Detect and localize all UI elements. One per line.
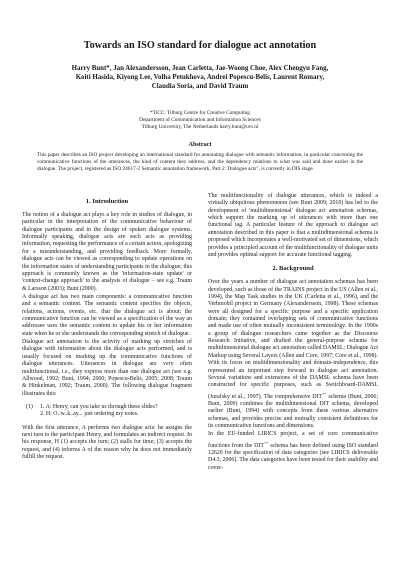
paragraph: A dialogue act has two main components: a communicative function and a semantic content. The semantic content specifies the objects, relations, actions, events, etc. that the dialogue act is about; the communicative function can be viewed as a specification of the way an addressee uses the semantic content to update his or her information state when he or she understands the corresponding stretch of dialogue. <box>22 293 192 337</box>
author-list <box>30 64 370 92</box>
dialogue-example <box>22 404 192 419</box>
right-column <box>208 193 378 473</box>
paragraph: The notion of a dialogue act plays a key role in studies of dialogue, in particular in the interpretation of the communicative behaviour of dialogue participants and in the design of spoken dialogue systems. Informally speaking, dialogue acts are such acts as providing information, requesting the performance of a certain action, apologizing for a misunderstanding, and providing feedback. More formally, dialogue acts can be viewed as corresponding to update operations on the information states of understanding participants in the dialogue; this approach is commonly known as the 'information-state update' or 'context-change approach' to the analysis of dialogue – see e.g. Traum & Larsson (2003); Bunt (2000). <box>22 212 192 292</box>
paper-title: Towards an ISO standard for dialogue act annotation <box>83 40 317 51</box>
example-line: 2. H: O..w..k..ay... just ordering my notes. <box>40 411 139 418</box>
superscript: ++ <box>322 390 327 396</box>
example-number: (1) <box>26 403 33 410</box>
paragraph <box>208 431 378 472</box>
paragraph <box>208 279 378 430</box>
author-line: Harry Bunt*, Jan Alexandersson, Jean Carletta, Jae-Woong Choe, Alex Chengyu Fang, <box>71 65 329 72</box>
section-heading-introduction: 1. Introduction <box>85 198 129 205</box>
affiliation-line: *TiCC: Tilburg Centre for Creative Computing <box>150 110 250 116</box>
superscript: ++ <box>263 439 269 445</box>
abstract-text: This paper describes an ISO project developing an international standard for annotating dialogue with semantic information, in particular concerning the communicative functions of the utterances, the kind of content they address, and the dependency relations to what was said and done earlier in the dialogue. The project, registered as ISO 24617-2 Semantic annotation framework, Part 2: Dialogue acts", is currently in DIS stage. <box>37 152 363 172</box>
affiliation-line: Department of Communication and Information Sciences <box>139 116 261 123</box>
example-line: 1. A: Henry, can you take us through these slides? <box>40 403 158 410</box>
left-column <box>22 198 192 463</box>
paragraph: With the first utterance, A performs two dialogue acts: he assigns the next turn to the participant Henry, and formulates an indirect request. In his response, H (1) accepts the turn; (2) stalls for time; (3) accepts the request, and (4) informs A of the reason why he does not immediately fulfill the request. <box>22 424 192 461</box>
paragraph-text: In the EU-funded LIRICS project, a set of core communicative functions from the DIT <box>208 431 378 449</box>
paragraph: The multifunctionality of dialogue utterances, which is indeed a virtually ubiquitous phenomenon (see Bunt 2009; 2010) has led to the development of 'multidimensional' dialogue act annotation schemas, which support the marking up of utterances with more than one functional tag. A particular feature of the approach to dialogue act annotation described in this paper is that a multidimensional schema is proposed which incorporates a well-motivated set of dimensions, which provides a principled account of the multifunctionality of dialogue units and provides optimal support for accurate functional tagging. <box>208 193 378 258</box>
author-line: Koiti Hasida, Kiyong Lee, Volha Petukhova, Andrei Popescu-Belis, Laurent Romary, <box>75 74 325 82</box>
paragraph-text: schema (Bunt, 2006; Bunt, 2009) combines the multidimensional DIT schema, developed earlier (Bunt, 1994) with concepts from these various alternative schemas, and provides precise and mutually consistent definitions for its communicative functions and dimensions. <box>208 393 378 430</box>
author-line: Claudia Soria, and David Traum <box>151 83 249 91</box>
affiliation <box>30 110 370 131</box>
paragraph: Dialogue act annotation is the activity of marking up stretches of dialogue with information about the dialogue acts performed, and is usually focused on marking up the communicative functions of dialogue utterances. Utterances in dialogue are very often multifunctional, i.e., they express more than one dialogue act (see e.g. Allwood, 1992; Bunt, 1994; 2000; Popescu-Belis, 2005; 2008; Traum & Hinkelman, 1992; Traum, 2000). The following dialogue fragment illustrates this: <box>22 339 192 397</box>
abstract-heading: Abstract <box>188 141 212 148</box>
section-heading-background: 2. Background <box>272 265 314 273</box>
affiliation-line: Tilburg University, The Netherlands harry.bunt@uvt.nl <box>141 123 259 130</box>
paragraph-text: Over the years a number of dialogue act annotation schemas has been developed, such as those of the TRAINS project in the US (Allen et al., 1994), the Map Task studies in the UK (Carletta et al., 1996), and the Verbmobil project in Germany (Alexandersson, 1998). These schemas were all designed for a specific purpose and a specific application domain; they contained overlapping sets of communicative functions and made use of often mutually inconsistent terminology. In the 1990s a group of dialogue researchers came together as the Discourse Research Initiative, and drafted the general-purpose schema for multidimensional dialogue act annotation called DAMSL: Dialogue Act Markup using Several Layers (Allen and Core, 1997; Core et al., 1998). With its focus on multidimensionality and domain-independence, this represented an important step forward in dialogue act annotation. Several variations and extensions of the DAMSL schema have been constructed for specific purposes, such as Switchboard-DAMSL (Jurafsky et al., 1997). The comprehensive DIT <box>208 279 378 400</box>
paragraph-text: schema has been defined using ISO standard 12620 for the specification of data categories (see LIRICS deliverable D4.3, 2006). The data categories have been tested for their usability and cover- <box>208 442 378 471</box>
